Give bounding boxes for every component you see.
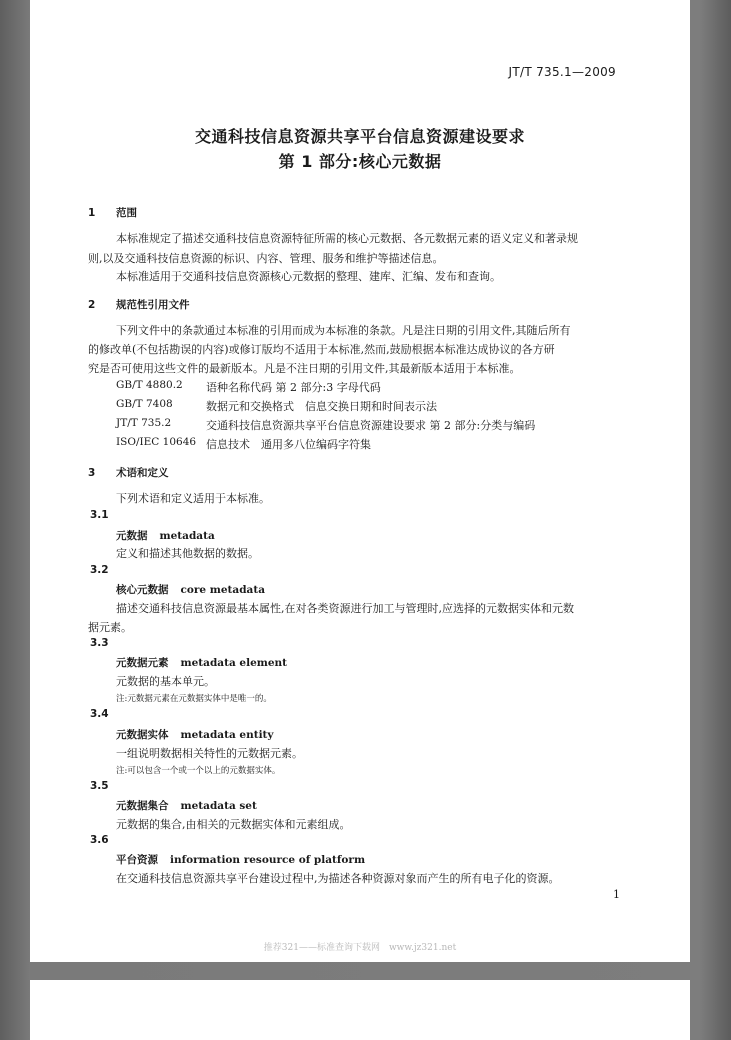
reference-code: GB/T 7408 [116,398,173,410]
paragraph-line: 则,以及交通科技信息资源的标识、内容、管理、服务和维护等描述信息。 [88,252,444,265]
clause-number: 3.3 [90,637,109,649]
term-zh: 元数据集合 [116,800,169,812]
reference-title: 交通科技信息资源共享平台信息资源建设要求 第 2 部分:分类与编码 [206,419,536,432]
term-en: information resource of platform [170,854,366,866]
section-title: 规范性引用文件 [116,299,190,311]
reference-title: 信息技术 通用多八位编码字符集 [206,438,371,451]
reference-title: 数据元和交换格式 信息交换日期和时间表示法 [206,400,437,413]
section-number: 1 [88,207,96,219]
document-title-line1: 交通科技信息资源共享平台信息资源建设要求 [194,127,525,146]
term-definition: 描述交通科技信息资源最基本属性,在对各类资源进行加工与管理时,应选择的元数据实体和元数 [116,602,574,615]
clause-number: 3.1 [90,509,109,521]
clause-number: 3.5 [90,780,109,792]
standard-number: JT/T 735.1—2009 [508,65,616,79]
section-number: 3 [88,467,96,479]
clause-number: 3.4 [90,708,109,720]
term-heading [116,528,215,543]
term-heading [116,582,265,597]
page-number: 1 [613,888,620,901]
term-note: 注:元数据元素在元数据实体中是唯一的。 [116,694,272,704]
term-en: metadata element [180,657,288,669]
term-zh: 核心元数据 [116,584,169,596]
term-zh: 平台资源 [116,854,158,866]
section-2-heading [88,297,190,312]
paragraph-line: 下列文件中的条款通过本标准的引用而成为本标准的条款。凡是注日期的引用文件,其随后所有 [116,324,571,337]
term-zh: 元数据实体 [116,729,169,741]
term-definition: 一组说明数据相关特性的元数据元素。 [116,747,303,760]
document-page [30,0,690,962]
section-number: 2 [88,299,96,311]
reference-code: ISO/IEC 10646 [116,436,197,448]
document-title-line2: 第 1 部分:核心元数据 [278,152,442,171]
reference-title: 语种名称代码 第 2 部分:3 字母代码 [206,381,381,394]
term-definition: 元数据的集合,由相关的元数据实体和元素组成。 [116,818,351,831]
reference-code: GB/T 4880.2 [116,379,183,391]
term-note: 注:可以包含一个或一个以上的元数据实体。 [116,766,281,776]
term-zh: 元数据 [116,530,148,542]
term-en: metadata entity [180,729,274,741]
term-en: metadata [159,530,215,542]
section-title: 范围 [116,207,137,219]
section-title: 术语和定义 [116,467,169,479]
paragraph-line: 下列术语和定义适用于本标准。 [116,492,270,505]
term-definition: 在交通科技信息资源共享平台建设过程中,为描述各种资源对象而产生的所有电子化的资源。 [116,872,560,885]
term-heading [116,727,274,742]
clause-number: 3.2 [90,564,109,576]
paragraph-line: 本标准适用于交通科技信息资源核心元数据的整理、建库、汇编、发布和查询。 [116,270,501,283]
term-en: metadata set [180,800,257,812]
clause-number: 3.6 [90,834,109,846]
next-page [30,980,690,1040]
paragraph-line: 本标准规定了描述交通科技信息资源特征所需的核心元数据、各元数据元素的语义定义和著录规 [116,232,578,245]
term-en: core metadata [180,584,266,596]
term-definition: 元数据的基本单元。 [116,675,215,688]
paragraph-line: 的修改单(不包括勘误的内容)或修订版均不适用于本标准,然而,鼓励根据本标准达成协议的各方研 [88,343,555,356]
paragraph-line: 究是否可使用这些文件的最新版本。凡是不注日期的引用文件,其最新版本适用于本标准。 [88,362,521,375]
section-1-heading [88,205,137,220]
watermark-footer: 推荐321——标准查询下载网 www.jz321.net [263,943,457,953]
term-heading [116,655,287,670]
reference-code: JT/T 735.2 [116,417,172,429]
term-definition: 据元素。 [88,621,132,634]
term-heading [116,852,365,867]
term-definition: 定义和描述其他数据的数据。 [116,547,259,560]
section-3-heading [88,465,169,480]
term-heading [116,798,257,813]
term-zh: 元数据元素 [116,657,169,669]
